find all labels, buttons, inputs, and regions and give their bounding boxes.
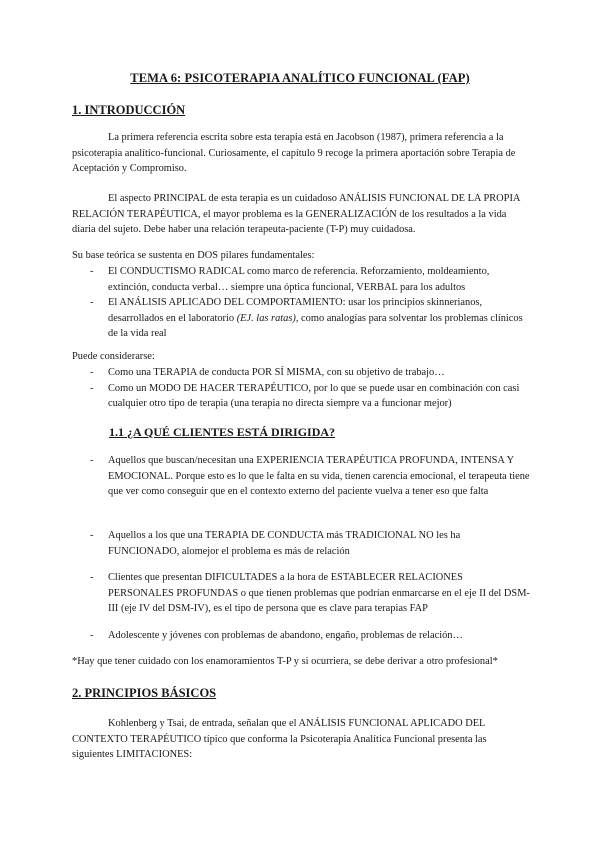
dash-bullet: - xyxy=(90,630,94,641)
list-item-text: Adolescente y jóvenes con problemas de abandono, engaño, problemas de relación… xyxy=(108,630,463,641)
list-item-text: Como una TERAPIA de conducta POR SÍ MISMA, con su objetivo de trabajo… xyxy=(108,367,445,378)
dash-bullet: - xyxy=(90,572,94,583)
dash-bullet: - xyxy=(90,367,94,378)
list-item-text: Aquellos que buscan/necesitan una EXPERIENCIA TERAPÉUTICA PROFUNDA, INTENSA Y EMOCIONAL. Porque esto es lo que le falta en su vida, tienen carencia emocional, el terapeuta tiene que ver como conseguir que en el contexto externo del paciente vuelva a tener eso que falta xyxy=(108,455,530,498)
section-heading-introduccion: 1. INTRODUCCIÓN xyxy=(72,103,186,117)
section-heading-principios: 2. PRINCIPIOS BÁSICOS xyxy=(72,686,217,700)
bases-list xyxy=(72,264,530,342)
list-item xyxy=(72,528,530,559)
list-item-text: Clientes que presentan DIFICULTADES a la hora de ESTABLECER RELACIONES PERSONALES PROFUNDAS o que tienen problemas que podrían enmarcarse en el eje II del DSM-III (eje IV del DSM-IV), es el tipo de persona que es clave para terapias FAP xyxy=(108,572,530,615)
list-item xyxy=(72,365,530,381)
list-item-text: Como un MODO DE HACER TERAPÉUTICO, por lo que se puede usar en combinación con casi cualquier otro tipo de terapia (una terapia no directa siempre va a funcionar mejor) xyxy=(108,382,520,410)
clients-list-3 xyxy=(72,570,530,617)
subsection-heading-clientes: 1.1 ¿A QUÉ CLIENTES ESTÁ DIRIGIDA? xyxy=(109,425,336,439)
clients-list-4 xyxy=(72,628,530,644)
intro-paragraph-2: El aspecto PRINCIPAL de esta terapia es un cuidadoso ANÁLISIS FUNCIONAL DE LA PROPIA RELACIÓN TERAPÉUTICA, el mayor problema es la GENERALIZACIÓN de los resultados a la vida diaria del sujeto. Debe haber una relación terapeuta-paciente (T-P) muy cuidadosa. xyxy=(72,193,520,236)
warning-note: *Hay que tener cuidado con los enamoramientos T-P y si ocurriera, se debe derivar a otro profesional* xyxy=(72,656,498,667)
list-item-text: El CONDUCTISMO RADICAL como marco de referencia. Reforzamiento, moldeamiento, extinción, conducta verbal… siempre una óptica funcional, VERBAL para los adultos xyxy=(108,266,490,293)
dash-bullet: - xyxy=(90,455,94,466)
bases-lead-text: Su base teórica se sustenta en DOS pilares fundamentales: xyxy=(72,250,315,261)
list-item xyxy=(72,453,530,500)
list-item-text: Aquellos a los que una TERAPIA DE CONDUCTA más TRADICIONAL NO les ha FUNCIONADO, alomejor el problema es más de relación xyxy=(108,530,461,557)
list-item xyxy=(72,264,530,295)
clients-list-1 xyxy=(72,453,530,500)
list-item-text-end: , como analogías para solventar los problemas clínicos de la vida real xyxy=(108,312,523,340)
consider-lead-text: Puede considerarse: xyxy=(72,351,155,362)
consider-list xyxy=(72,365,530,412)
list-item xyxy=(72,628,530,644)
dash-bullet: - xyxy=(90,297,94,309)
dash-bullet: - xyxy=(90,530,94,541)
list-item-text: El ANÁLISIS APLICADO DEL COMPORTAMIENTO: usar los principios skinnerianos, desarrollados en el laboratorio xyxy=(108,297,483,324)
principles-paragraph-1: Kohlenberg y Tsai, de entrada, señalan que el ANÁLISIS FUNCIONAL APLICADO DEL CONTEXTO TERAPÉUTICO típico que conforma la Psicoterapia Analítica Funcional presenta las siguientes LIMITACIONES: xyxy=(72,718,487,761)
dash-bullet: - xyxy=(90,266,94,277)
list-item xyxy=(72,381,530,412)
clients-list-2 xyxy=(72,528,530,559)
document-title: TEMA 6: PSICOTERAPIA ANALÍTICO FUNCIONAL (FAP) xyxy=(130,71,470,85)
dash-bullet: - xyxy=(90,382,94,394)
list-item xyxy=(72,570,530,617)
example-text: (EJ. las ratas) xyxy=(236,312,296,324)
list-item xyxy=(72,295,530,342)
intro-paragraph-1: La primera referencia escrita sobre esta terapia está en Jacobson (1987), primera referencia a la psicoterapia analítico-funcional. Curiosamente, el capítulo 9 recoge la primera aportación sobre Terapia de Aceptación y Compromiso. xyxy=(72,132,516,175)
